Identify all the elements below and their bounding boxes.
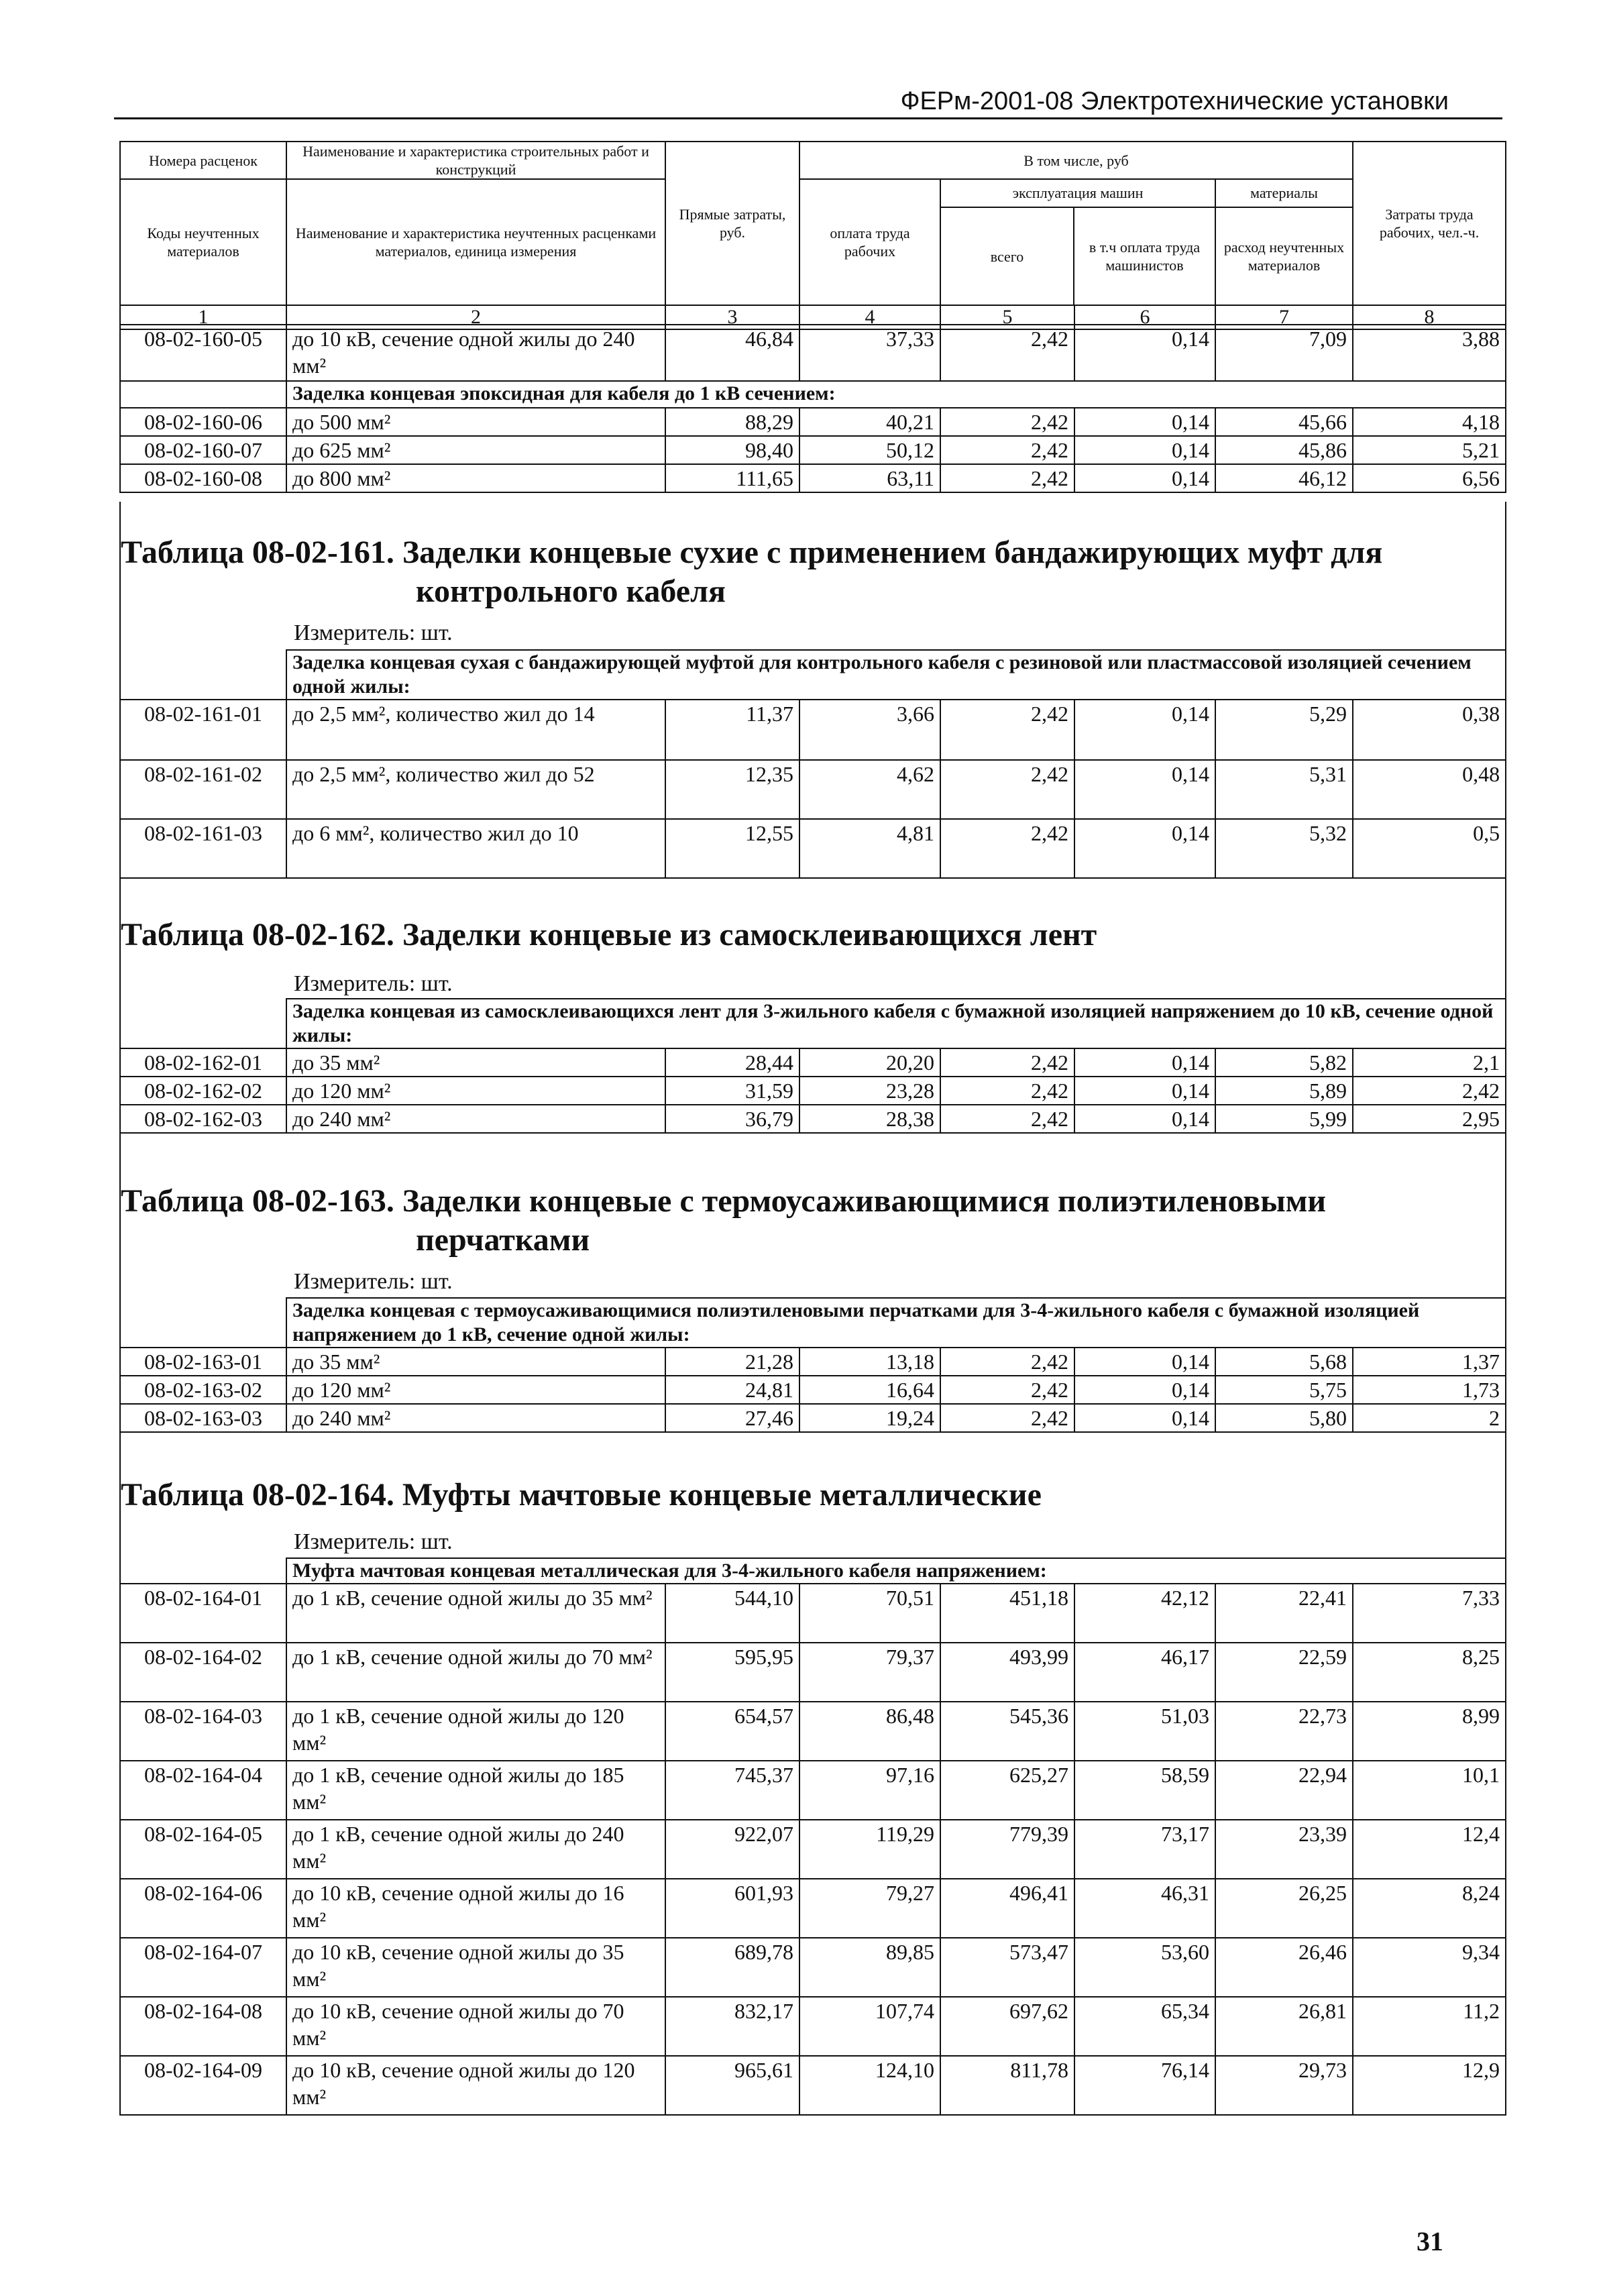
rate-code: 08-02-161-01	[120, 700, 286, 760]
material-usage: 45,66	[1215, 408, 1353, 436]
material-usage: 22,41	[1215, 1584, 1353, 1643]
col-num-7: 7	[1215, 305, 1353, 329]
worker-pay: 4,62	[799, 760, 940, 819]
worker-pay: 89,85	[799, 1938, 940, 1997]
labor-hours: 12,4	[1353, 1820, 1506, 1879]
group-heading: Заделка концевая с термоусаживающимися полиэтиленовыми перчатками для 3-4-жильного кабеля с бумажной изоляцией напряжением до 1 кВ, сечение одной жилы:	[286, 1298, 1506, 1348]
labor-hours: 8,99	[1353, 1702, 1506, 1761]
group-heading: Заделка концевая из самосклеивающихся лент для 3-жильного кабеля с бумажной изоляцией напряжением до 10 кВ, сечение одной жилы:	[286, 999, 1506, 1048]
rate-code: 08-02-160-05	[120, 325, 286, 381]
material-usage: 26,25	[1215, 1879, 1353, 1938]
material-usage: 5,75	[1215, 1376, 1353, 1404]
rate-name: до 6 мм², количество жил до 10	[286, 819, 665, 878]
rate-name: до 240 мм²	[286, 1105, 665, 1133]
running-header: ФЕРм-2001-08 Электротехнические установки	[900, 87, 1449, 115]
direct-costs: 922,07	[665, 1820, 799, 1879]
labor-hours: 0,38	[1353, 700, 1506, 760]
rate-code: 08-02-162-01	[120, 1048, 286, 1077]
worker-pay: 107,74	[799, 1997, 940, 2056]
machinist-pay: 0,14	[1074, 408, 1215, 436]
rate-name: до 240 мм²	[286, 1404, 665, 1432]
labor-hours: 1,37	[1353, 1348, 1506, 1376]
direct-costs: 88,29	[665, 408, 799, 436]
direct-costs: 36,79	[665, 1105, 799, 1133]
header-rate-numbers: Номера расценок	[120, 142, 286, 179]
table-161-title-line2: контрольного кабеля	[416, 573, 726, 609]
table-row	[120, 1404, 1506, 1432]
material-usage: 26,81	[1215, 1997, 1353, 2056]
material-usage: 22,73	[1215, 1702, 1353, 1761]
machines-total: 2,42	[940, 1105, 1074, 1133]
machinist-pay: 58,59	[1074, 1761, 1215, 1820]
rate-name: до 1 кВ, сечение одной жилы до 70 мм²	[286, 1643, 665, 1702]
machines-total: 779,39	[940, 1820, 1074, 1879]
direct-costs: 544,10	[665, 1584, 799, 1643]
machinist-pay: 0,14	[1074, 1105, 1215, 1133]
rate-name: до 2,5 мм², количество жил до 14	[286, 700, 665, 760]
machinist-pay: 0,14	[1074, 325, 1215, 381]
direct-costs: 832,17	[665, 1997, 799, 2056]
machinist-pay: 0,14	[1074, 700, 1215, 760]
labor-hours: 0,48	[1353, 760, 1506, 819]
rate-code: 08-02-164-02	[120, 1643, 286, 1702]
table-row	[120, 1820, 1506, 1879]
worker-pay: 23,28	[799, 1077, 940, 1105]
worker-pay: 4,81	[799, 819, 940, 878]
labor-hours: 4,18	[1353, 408, 1506, 436]
table-row	[120, 700, 1506, 760]
machines-total: 451,18	[940, 1584, 1074, 1643]
table-row	[120, 408, 1506, 436]
table-row	[120, 1584, 1506, 1643]
table-162	[119, 998, 1506, 1134]
rate-name: до 10 кВ, сечение одной жилы до 16 мм²	[286, 1879, 665, 1938]
header-material-name: Наименование и характеристика неучтенных расценками материалов, единица измерения	[286, 179, 665, 305]
material-usage: 5,99	[1215, 1105, 1353, 1133]
material-usage: 45,86	[1215, 436, 1353, 464]
worker-pay: 13,18	[799, 1348, 940, 1376]
meter-161: Измеритель: шт.	[294, 620, 453, 645]
material-usage: 5,31	[1215, 760, 1353, 819]
material-usage: 26,46	[1215, 1938, 1353, 1997]
table-row	[120, 1879, 1506, 1938]
table-163-title	[121, 1182, 1326, 1260]
col-num-5: 5	[940, 305, 1074, 329]
machinist-pay: 0,14	[1074, 1348, 1215, 1376]
table-160	[119, 324, 1506, 493]
labor-hours: 7,33	[1353, 1584, 1506, 1643]
meter-162: Измеритель: шт.	[294, 971, 453, 996]
machines-total: 2,42	[940, 464, 1074, 492]
header-including: В том числе, руб	[799, 142, 1353, 179]
material-usage: 5,80	[1215, 1404, 1353, 1432]
rate-code: 08-02-161-02	[120, 760, 286, 819]
machinist-pay: 65,34	[1074, 1997, 1215, 2056]
machinist-pay: 0,14	[1074, 1404, 1215, 1432]
direct-costs: 111,65	[665, 464, 799, 492]
machinist-pay: 73,17	[1074, 1820, 1215, 1879]
col-num-4: 4	[799, 305, 940, 329]
machinist-pay: 76,14	[1074, 2056, 1215, 2115]
header-machines-total: всего	[941, 208, 1074, 305]
machinist-pay: 42,12	[1074, 1584, 1215, 1643]
labor-hours: 3,88	[1353, 325, 1506, 381]
table-row	[120, 436, 1506, 464]
worker-pay: 50,12	[799, 436, 940, 464]
table-163-title-line1: Таблица 08-02-163. Заделки концевые с термоусаживающимися полиэтиленовыми	[121, 1183, 1327, 1219]
worker-pay: 20,20	[799, 1048, 940, 1077]
rate-code: 08-02-164-01	[120, 1584, 286, 1643]
direct-costs: 595,95	[665, 1643, 799, 1702]
rate-name: до 120 мм²	[286, 1376, 665, 1404]
rate-name: до 1 кВ, сечение одной жилы до 240 мм²	[286, 1820, 665, 1879]
rate-code: 08-02-160-06	[120, 408, 286, 436]
labor-hours: 2,1	[1353, 1048, 1506, 1077]
worker-pay: 3,66	[799, 700, 940, 760]
labor-hours: 2	[1353, 1404, 1506, 1432]
machines-total: 2,42	[940, 436, 1074, 464]
machines-total: 2,42	[940, 760, 1074, 819]
rate-name: до 35 мм²	[286, 1048, 665, 1077]
machinist-pay: 53,60	[1074, 1938, 1215, 1997]
rate-code: 08-02-164-03	[120, 1702, 286, 1761]
header-labor-hours: Затраты труда рабочих, чел.-ч.	[1353, 142, 1506, 305]
machinist-pay: 0,14	[1074, 1376, 1215, 1404]
table-row	[120, 1348, 1506, 1376]
rate-code: 08-02-163-02	[120, 1376, 286, 1404]
header-work-name: Наименование и характеристика строительных работ и конструкций	[286, 142, 665, 179]
table-row	[120, 1761, 1506, 1820]
group-heading: Муфта мачтовая концевая металлическая для 3-4-жильного кабеля напряжением:	[286, 1558, 1506, 1584]
worker-pay: 37,33	[799, 325, 940, 381]
material-usage: 22,94	[1215, 1761, 1353, 1820]
table-row	[120, 1105, 1506, 1133]
header-machines: эксплуатация машин	[941, 180, 1215, 208]
direct-costs: 689,78	[665, 1938, 799, 1997]
col-num-8: 8	[1353, 305, 1506, 329]
header-rule	[114, 117, 1502, 119]
labor-hours: 12,9	[1353, 2056, 1506, 2115]
table-161	[119, 649, 1506, 879]
labor-hours: 6,56	[1353, 464, 1506, 492]
rate-code: 08-02-164-08	[120, 1997, 286, 2056]
table-row	[120, 2056, 1506, 2115]
machines-total: 697,62	[940, 1997, 1074, 2056]
page-number: 31	[1417, 2226, 1443, 2256]
labor-hours: 8,24	[1353, 1879, 1506, 1938]
rate-name: до 10 кВ, сечение одной жилы до 35 мм²	[286, 1938, 665, 1997]
direct-costs: 31,59	[665, 1077, 799, 1105]
machines-total: 2,42	[940, 819, 1074, 878]
col-num-1: 1	[120, 305, 286, 329]
header-material-codes: Коды неучтенных материалов	[120, 179, 286, 305]
table-row	[120, 1048, 1506, 1077]
worker-pay: 124,10	[799, 2056, 940, 2115]
rate-name: до 10 кВ, сечение одной жилы до 120 мм²	[286, 2056, 665, 2115]
direct-costs: 12,55	[665, 819, 799, 878]
header-machinist-pay: в т.ч оплата труда машинистов	[1089, 239, 1201, 274]
rate-name: до 35 мм²	[286, 1348, 665, 1376]
table-row	[120, 1643, 1506, 1702]
machinist-pay: 0,14	[1074, 464, 1215, 492]
rate-code: 08-02-164-07	[120, 1938, 286, 1997]
machinist-pay: 0,14	[1074, 819, 1215, 878]
table-162-title: Таблица 08-02-162. Заделки концевые из самосклеивающихся лент	[121, 917, 1097, 952]
table-163	[119, 1297, 1506, 1433]
rate-name: до 625 мм²	[286, 436, 665, 464]
rate-code: 08-02-161-03	[120, 819, 286, 878]
table-row	[120, 1997, 1506, 2056]
machines-total: 545,36	[940, 1702, 1074, 1761]
rate-name: до 800 мм²	[286, 464, 665, 492]
machinist-pay: 0,14	[1074, 1048, 1215, 1077]
machinist-pay: 0,14	[1074, 760, 1215, 819]
labor-hours: 5,21	[1353, 436, 1506, 464]
worker-pay: 16,64	[799, 1376, 940, 1404]
table-161-title	[121, 533, 1382, 611]
machines-total: 2,42	[940, 1348, 1074, 1376]
rate-name: до 120 мм²	[286, 1077, 665, 1105]
rate-name: до 500 мм²	[286, 408, 665, 436]
machinist-pay: 51,03	[1074, 1702, 1215, 1761]
group-heading: Заделка концевая сухая с бандажирующей муфтой для контрольного кабеля с резиновой или пластмассовой изоляцией сечением одной жилы:	[286, 650, 1506, 700]
worker-pay: 79,37	[799, 1643, 940, 1702]
rate-code: 08-02-160-07	[120, 436, 286, 464]
table-161-title-line1: Таблица 08-02-161. Заделки концевые сухие с применением бандажирующих муфт для	[121, 535, 1383, 570]
material-usage: 5,89	[1215, 1077, 1353, 1105]
table-row	[120, 760, 1506, 819]
labor-hours: 10,1	[1353, 1761, 1506, 1820]
rate-code: 08-02-164-06	[120, 1879, 286, 1938]
machines-total: 573,47	[940, 1938, 1074, 1997]
worker-pay: 19,24	[799, 1404, 940, 1432]
material-usage: 5,68	[1215, 1348, 1353, 1376]
machinist-pay: 0,14	[1074, 1077, 1215, 1105]
machines-total: 496,41	[940, 1879, 1074, 1938]
material-usage: 23,39	[1215, 1820, 1353, 1879]
labor-hours: 11,2	[1353, 1997, 1506, 2056]
rate-name: до 1 кВ, сечение одной жилы до 35 мм²	[286, 1584, 665, 1643]
rate-code: 08-02-162-03	[120, 1105, 286, 1133]
table-row	[120, 1376, 1506, 1404]
direct-costs: 46,84	[665, 325, 799, 381]
direct-costs: 28,44	[665, 1048, 799, 1077]
meter-163: Измеритель: шт.	[294, 1269, 453, 1294]
header-worker-pay: оплата труда рабочих	[799, 179, 940, 305]
col-num-2: 2	[286, 305, 665, 329]
rate-name: до 1 кВ, сечение одной жилы до 120 мм²	[286, 1702, 665, 1761]
column-header-table	[119, 141, 1506, 330]
machines-total: 2,42	[940, 408, 1074, 436]
rate-name: до 10 кВ, сечение одной жилы до 70 мм²	[286, 1997, 665, 2056]
header-direct-costs: Прямые затраты, руб.	[665, 142, 799, 305]
labor-hours: 1,73	[1353, 1376, 1506, 1404]
direct-costs: 98,40	[665, 436, 799, 464]
worker-pay: 79,27	[799, 1879, 940, 1938]
machines-total: 493,99	[940, 1643, 1074, 1702]
group-heading: Заделка концевая эпоксидная для кабеля до 1 кВ сечением:	[286, 381, 1506, 408]
table-163-title-line2: перчатками	[416, 1222, 590, 1258]
header-material-usage: расход неучтенных материалов	[1223, 239, 1345, 274]
material-usage: 7,09	[1215, 325, 1353, 381]
table-row	[120, 1938, 1506, 1997]
table-row	[120, 464, 1506, 492]
machinist-pay: 46,31	[1074, 1879, 1215, 1938]
rate-code: 08-02-163-03	[120, 1404, 286, 1432]
machines-total: 2,42	[940, 1077, 1074, 1105]
rate-code: 08-02-160-08	[120, 464, 286, 492]
worker-pay: 28,38	[799, 1105, 940, 1133]
direct-costs: 27,46	[665, 1404, 799, 1432]
rate-code: 08-02-162-02	[120, 1077, 286, 1105]
table-row	[120, 1077, 1506, 1105]
direct-costs: 601,93	[665, 1879, 799, 1938]
header-materials: материалы	[1216, 180, 1352, 208]
labor-hours: 0,5	[1353, 819, 1506, 878]
labor-hours: 2,42	[1353, 1077, 1506, 1105]
labor-hours: 2,95	[1353, 1105, 1506, 1133]
meter-164: Измеритель: шт.	[294, 1529, 453, 1554]
material-usage: 5,29	[1215, 700, 1353, 760]
table-164	[119, 1557, 1506, 2116]
col-num-3: 3	[665, 305, 799, 329]
machinist-pay: 0,14	[1074, 436, 1215, 464]
machines-total: 2,42	[940, 1376, 1074, 1404]
direct-costs: 654,57	[665, 1702, 799, 1761]
worker-pay: 40,21	[799, 408, 940, 436]
machines-total: 625,27	[940, 1761, 1074, 1820]
table-row	[120, 325, 1506, 381]
rate-code: 08-02-164-09	[120, 2056, 286, 2115]
rate-name: до 1 кВ, сечение одной жилы до 185 мм²	[286, 1761, 665, 1820]
material-usage: 46,12	[1215, 464, 1353, 492]
machines-total: 2,42	[940, 1048, 1074, 1077]
table-row	[120, 1702, 1506, 1761]
material-usage: 5,32	[1215, 819, 1353, 878]
labor-hours: 8,25	[1353, 1643, 1506, 1702]
worker-pay: 70,51	[799, 1584, 940, 1643]
worker-pay: 97,16	[799, 1761, 940, 1820]
machines-total: 2,42	[940, 325, 1074, 381]
rate-code: 08-02-164-04	[120, 1761, 286, 1820]
direct-costs: 24,81	[665, 1376, 799, 1404]
direct-costs: 11,37	[665, 700, 799, 760]
worker-pay: 86,48	[799, 1702, 940, 1761]
worker-pay: 119,29	[799, 1820, 940, 1879]
table-164-title: Таблица 08-02-164. Муфты мачтовые концевые металлические	[121, 1477, 1042, 1513]
material-usage: 5,82	[1215, 1048, 1353, 1077]
table-row	[120, 819, 1506, 878]
machines-total: 2,42	[940, 700, 1074, 760]
machines-total: 811,78	[940, 2056, 1074, 2115]
rate-name: до 2,5 мм², количество жил до 52	[286, 760, 665, 819]
machines-total: 2,42	[940, 1404, 1074, 1432]
rate-code: 08-02-163-01	[120, 1348, 286, 1376]
direct-costs: 21,28	[665, 1348, 799, 1376]
material-usage: 29,73	[1215, 2056, 1353, 2115]
material-usage: 22,59	[1215, 1643, 1353, 1702]
direct-costs: 745,37	[665, 1761, 799, 1820]
labor-hours: 9,34	[1353, 1938, 1506, 1997]
col-num-6: 6	[1074, 305, 1215, 329]
direct-costs: 12,35	[665, 760, 799, 819]
rate-name: до 10 кВ, сечение одной жилы до 240 мм²	[286, 325, 665, 381]
rate-code: 08-02-164-05	[120, 1820, 286, 1879]
machinist-pay: 46,17	[1074, 1643, 1215, 1702]
direct-costs: 965,61	[665, 2056, 799, 2115]
worker-pay: 63,11	[799, 464, 940, 492]
